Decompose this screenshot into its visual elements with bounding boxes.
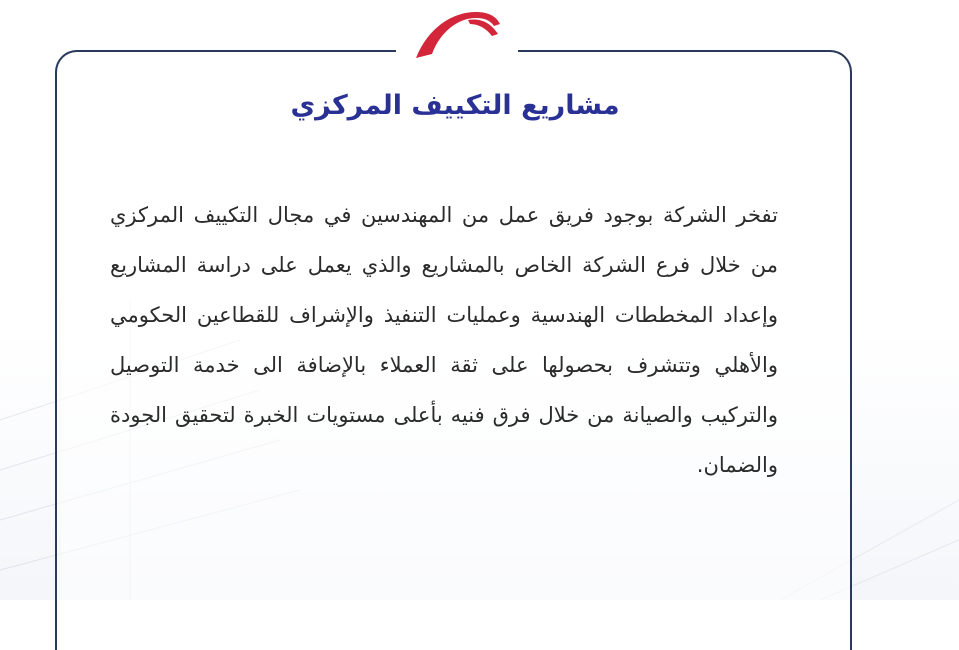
red-arc-icon <box>410 6 502 62</box>
section-body: تفخر الشركة بوجود فريق عمل من المهندسين في مجال التكييف المركزي من خلال فرع الشركة الخاص بالمشاريع والذي يعمل على دراسة المشاريع وإعداد المخططات الهندسية وعمليات التنفيذ والإشراف للقطاعين الحكومي والأهلي وتتشرف بحصولها على ثقة العملاء بالإضافة الى خدمة التوصيل والتركيب والصيانة من خلال فرق فنيه بأعلى مستويات الخبرة لتحقيق الجودة والضمان. <box>110 203 778 477</box>
section-title: مشاريع التكييف المركزي <box>290 90 620 121</box>
